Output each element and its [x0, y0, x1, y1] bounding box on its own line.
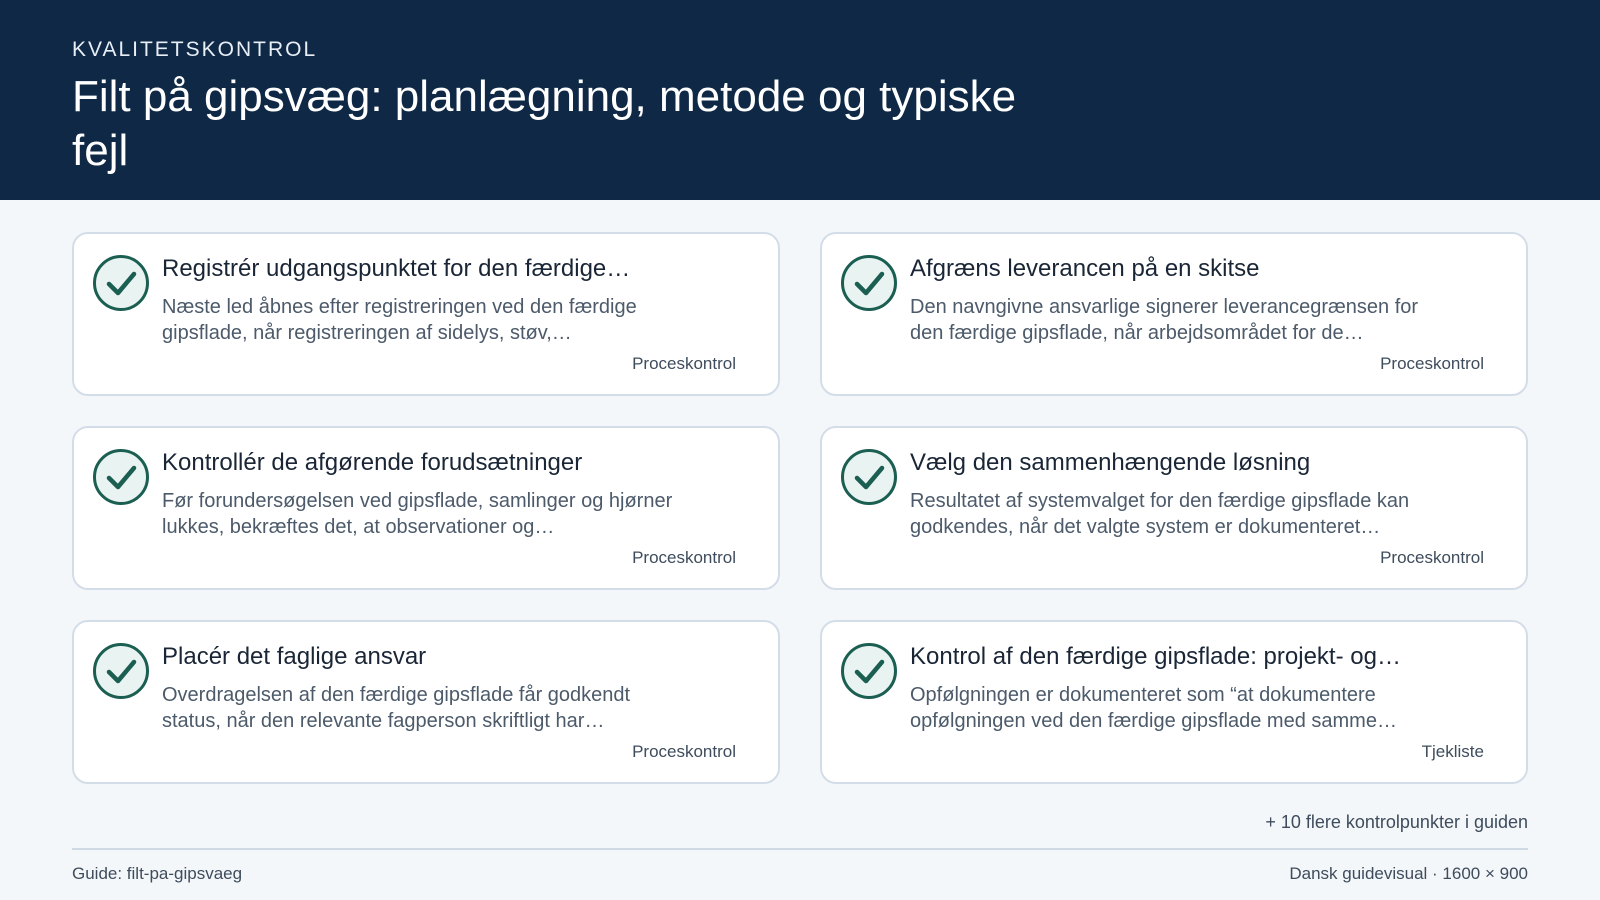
checkpoint-card	[72, 426, 780, 590]
header-eyebrow: KVALITETSKONTROL	[72, 38, 318, 61]
checkpoint-card	[820, 232, 1528, 396]
checkpoint-title: Vælg den sammenhængende løsning	[910, 449, 1311, 476]
checkpoint-title: Kontrollér de afgørende forudsætninger	[162, 449, 583, 476]
page-title: Filt på gipsvæg: planlægning, metode og typiske fejl	[72, 72, 1017, 175]
check-circle-icon	[92, 254, 150, 312]
checkpoint-category: Proceskontrol	[632, 548, 736, 567]
footer-divider	[72, 848, 1528, 850]
checkpoint-title: Placér det faglige ansvar	[162, 643, 427, 670]
more-checkpoints-note: + 10 flere kontrolpunkter i guiden	[1265, 812, 1528, 832]
page-header	[0, 0, 1600, 200]
checkpoint-card	[72, 232, 780, 396]
checkpoint-title: Kontrol af den færdige gipsflade: projekt- og…	[910, 643, 1401, 670]
footer-meta: Dansk guidevisual · 1600 × 900	[1289, 864, 1528, 883]
check-circle-icon	[840, 254, 898, 312]
checkpoint-category: Proceskontrol	[1380, 548, 1484, 567]
checkpoint-card	[820, 426, 1528, 590]
checkpoint-title: Afgræns leverancen på en skitse	[910, 255, 1260, 282]
checkpoint-description: Opfølgningen er dokumenteret som “at dokumentere opfølgningen ved den færdige gipsflade med samme…	[910, 684, 1397, 732]
check-circle-icon	[92, 448, 150, 506]
checkpoint-title: Registrér udgangspunktet for den færdige…	[162, 255, 631, 282]
checkpoint-category: Tjekliste	[1421, 742, 1484, 761]
checkpoint-description: Overdragelsen af den færdige gipsflade får godkendt status, når den relevante fagperson skriftligt har…	[162, 684, 631, 732]
checkpoint-description: Den navngivne ansvarlige signerer leverancegrænsen for den færdige gipsflade, når arbejdsområdet for de…	[910, 296, 1419, 344]
checkpoint-description: Før forundersøgelsen ved gipsflade, samlinger og hjørner lukkes, bekræftes det, at observationer og…	[162, 490, 673, 538]
checkpoint-description: Næste led åbnes efter registreringen ved den færdige gipsflade, når registreringen af sidelys, støv,…	[162, 296, 637, 344]
checkpoint-grid	[72, 232, 1528, 784]
checkpoint-description: Resultatet af systemvalget for den færdige gipsflade kan godkendes, når det valgte system er dokumenteret…	[910, 490, 1410, 538]
check-circle-icon	[840, 642, 898, 700]
checkpoint-category: Proceskontrol	[632, 354, 736, 373]
checkpoint-card	[820, 620, 1528, 784]
checkpoint-card	[72, 620, 780, 784]
footer-guide-slug: Guide: filt-pa-gipsvaeg	[72, 864, 243, 883]
checkpoint-category: Proceskontrol	[632, 742, 736, 761]
check-circle-icon	[840, 448, 898, 506]
check-circle-icon	[92, 642, 150, 700]
checkpoint-category: Proceskontrol	[1380, 354, 1484, 373]
